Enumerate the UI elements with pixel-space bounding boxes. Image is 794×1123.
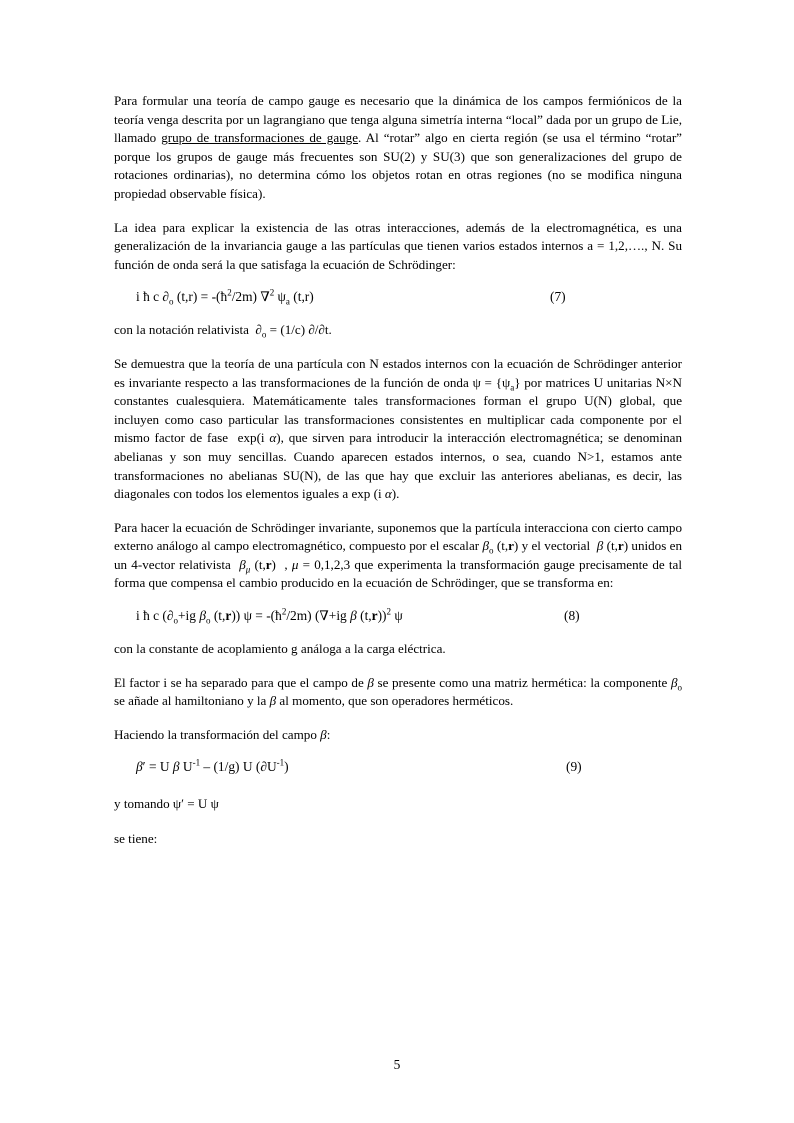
page-number: 5 bbox=[393, 1057, 401, 1072]
document-body bbox=[114, 92, 682, 865]
paragraph-2: La idea para explicar la existencia de las otras interacciones, además de la electromagnética, es una generalización de la invariancia gauge a las partículas que tienen varios estados internos a = 1,2,…., N. Su función de onda será la que satisfaga la ecuación de Schrödinger: bbox=[114, 219, 682, 272]
paragraph-3: con la notación relativista $\partial_o = (1/c)$ ∂/∂t. bbox=[114, 322, 332, 340]
paragraph-1-text-b: . Al “rotar” algo en cierta región (se usa el término “rotar” porque los grupos de gauge más frecuentes son SU(2) y SU(3) que son generalizaciones del grupo de rotaciones ordinarias), no determina cómo los objetos rotan en otras regiones (no se modifica ninguna propiedad observable física). bbox=[114, 130, 682, 201]
equation-8-formula: i ħ c ($\partial_o+ig$ $\beta_o$ (t,r)) $\psi = -(ħ^2/2m)$ (∇+ig β (t,r))$^2$ ψ bbox=[136, 606, 403, 626]
paragraph-10: se tiene: bbox=[114, 831, 158, 847]
paragraph-8: Haciendo la transformación del campo β: bbox=[114, 726, 331, 742]
equation-9-number: (9) bbox=[566, 759, 582, 775]
paragraph-4: Se demuestra que la teoría de una partícula con N estados internos con la ecuación de Schrödinger anterior es invariante respecto a las transformaciones de la función de onda $\psi = \{\psi_a\}$ por matrices U unitarias N×N constantes cualesquiera. Matemáticamente tales transformaciones forman el grupo U(N) global, que incluyen como caso particular las transformaciones consistentes en multiplicar cada componente por el mismo factor de fase exp(i α), que sirven para introducir la interacción electromagnética; se denominan abelianas y son muy sencillas. Cuando aparecen estados internos, o sea, cuando N>1, estamos ante transformaciones no abelianas SU(N), de las que hay que excluir las anteriores abelianas, es decir, las diagonales con todos los elementos iguales a exp (i α). bbox=[114, 355, 683, 502]
paragraph-6: con la constante de acoplamiento g análoga a la carga eléctrica. bbox=[114, 641, 446, 657]
paragraph-9: y tomando ψ′ = U ψ bbox=[114, 796, 219, 812]
gauge-group-link[interactable]: grupo de transformaciones de gauge bbox=[161, 130, 359, 146]
paragraph-7: El factor i se ha separado para que el campo de β se presente como una matriz hermética: la componente $\beta_o$ se añade al hamiltoniano y la β al momento, que son operadores herméticos. bbox=[114, 674, 682, 709]
equation-7-formula: i ħ c $\partial_o$ $(t,r) = -(ħ^2/2m)$ ∇$^2$ $\psi_a$ (t,r) bbox=[136, 287, 314, 308]
paragraph-1 bbox=[114, 92, 682, 204]
paragraph-5: Para hacer la ecuación de Schrödinger invariante, suponemos que la partícula interacciona con cierto campo externo análogo al campo electromagnético, compuesto por el escalar $\beta_o$ (t,r) y el vectorial β (t,r) unidos en un 4-vector relativista $\beta_\mu$ (t,r) , μ = 0,1,2,3 que experimenta la transformación gauge precisamente de tal forma que compensa el cambio producido en la ecuación de Schrödinger, que se transforma en: bbox=[114, 519, 683, 591]
paragraph-1-text-a: Para formular una teoría de campo gauge es necesario que la dinámica de los campos fermiónicos de la teoría venga descrita por un lagrangiano que tenga alguna simetría interna “local” dada por un grupo de Lie, llamado bbox=[114, 93, 682, 146]
equation-9 bbox=[114, 759, 682, 781]
equation-8 bbox=[114, 608, 682, 630]
equation-9-formula: β′ = U β $U^{-1} - (1/g)$ U $(\partial U^{-1})$ bbox=[136, 757, 289, 775]
equation-7-number: (7) bbox=[550, 289, 566, 305]
equation-8-number: (8) bbox=[564, 608, 580, 624]
equation-7 bbox=[114, 289, 682, 311]
